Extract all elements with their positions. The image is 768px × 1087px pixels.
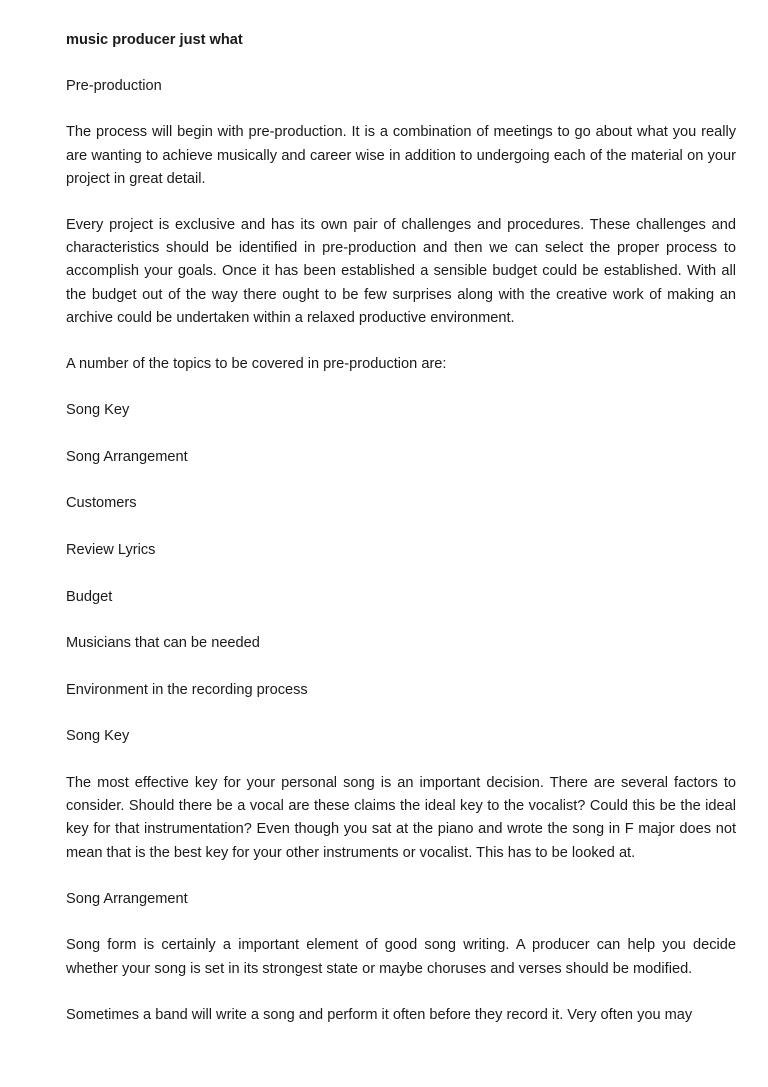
paragraph: Sometimes a band will write a song and perform it often before they record it. Very often you may — [66, 1006, 693, 1023]
document-body — [66, 29, 736, 1050]
paragraph: Song form is certainly a important element of good song writing. A producer can help you decide whether your song is set in its strongest state or maybe choruses and verses should be modified. — [66, 937, 736, 977]
document-title: music producer just what — [66, 32, 243, 48]
section-heading-song-key: Song Key — [66, 728, 130, 745]
paragraph: The process will begin with pre-production. It is a combination of meetings to go about what you really are wanting to achieve musically and career wise in addition to undergoing each of the material on your project in great detail. — [66, 124, 736, 187]
paragraph: Every project is exclusive and has its own pair of challenges and procedures. These challenges and characteristics should be identified in pre-production and then we can select the proper process to accomplish your goals. Once it has been established a sensible budget could be established. With all the budget out of the way there ought to be few surprises along with the creative work of making an archive could be undertaken within a relaxed productive environment. — [66, 217, 736, 326]
section-heading-pre-production: Pre-production — [66, 78, 162, 95]
paragraph: The most effective key for your personal song is an important decision. There are several factors to consider. Should there be a vocal are these claims the ideal key to the vocalist? Could this be the ideal key for that instrumentation? Even though you sat at the piano and wrote the song in F major does not mean that is the best key for your other instruments or vocalist. This has to be looked at. — [66, 774, 736, 861]
topic-item: Budget — [66, 588, 113, 605]
topic-item: Customers — [66, 495, 137, 512]
topic-item: Song Key — [66, 402, 130, 419]
topic-item: Environment in the recording process — [66, 681, 308, 698]
topic-item: Song Arrangement — [66, 448, 188, 465]
topic-item: Musicians that can be needed — [66, 635, 260, 652]
topic-item: Review Lyrics — [66, 542, 156, 559]
paragraph: A number of the topics to be covered in pre-production are: — [66, 356, 447, 373]
section-heading-song-arrangement: Song Arrangement — [66, 890, 188, 907]
